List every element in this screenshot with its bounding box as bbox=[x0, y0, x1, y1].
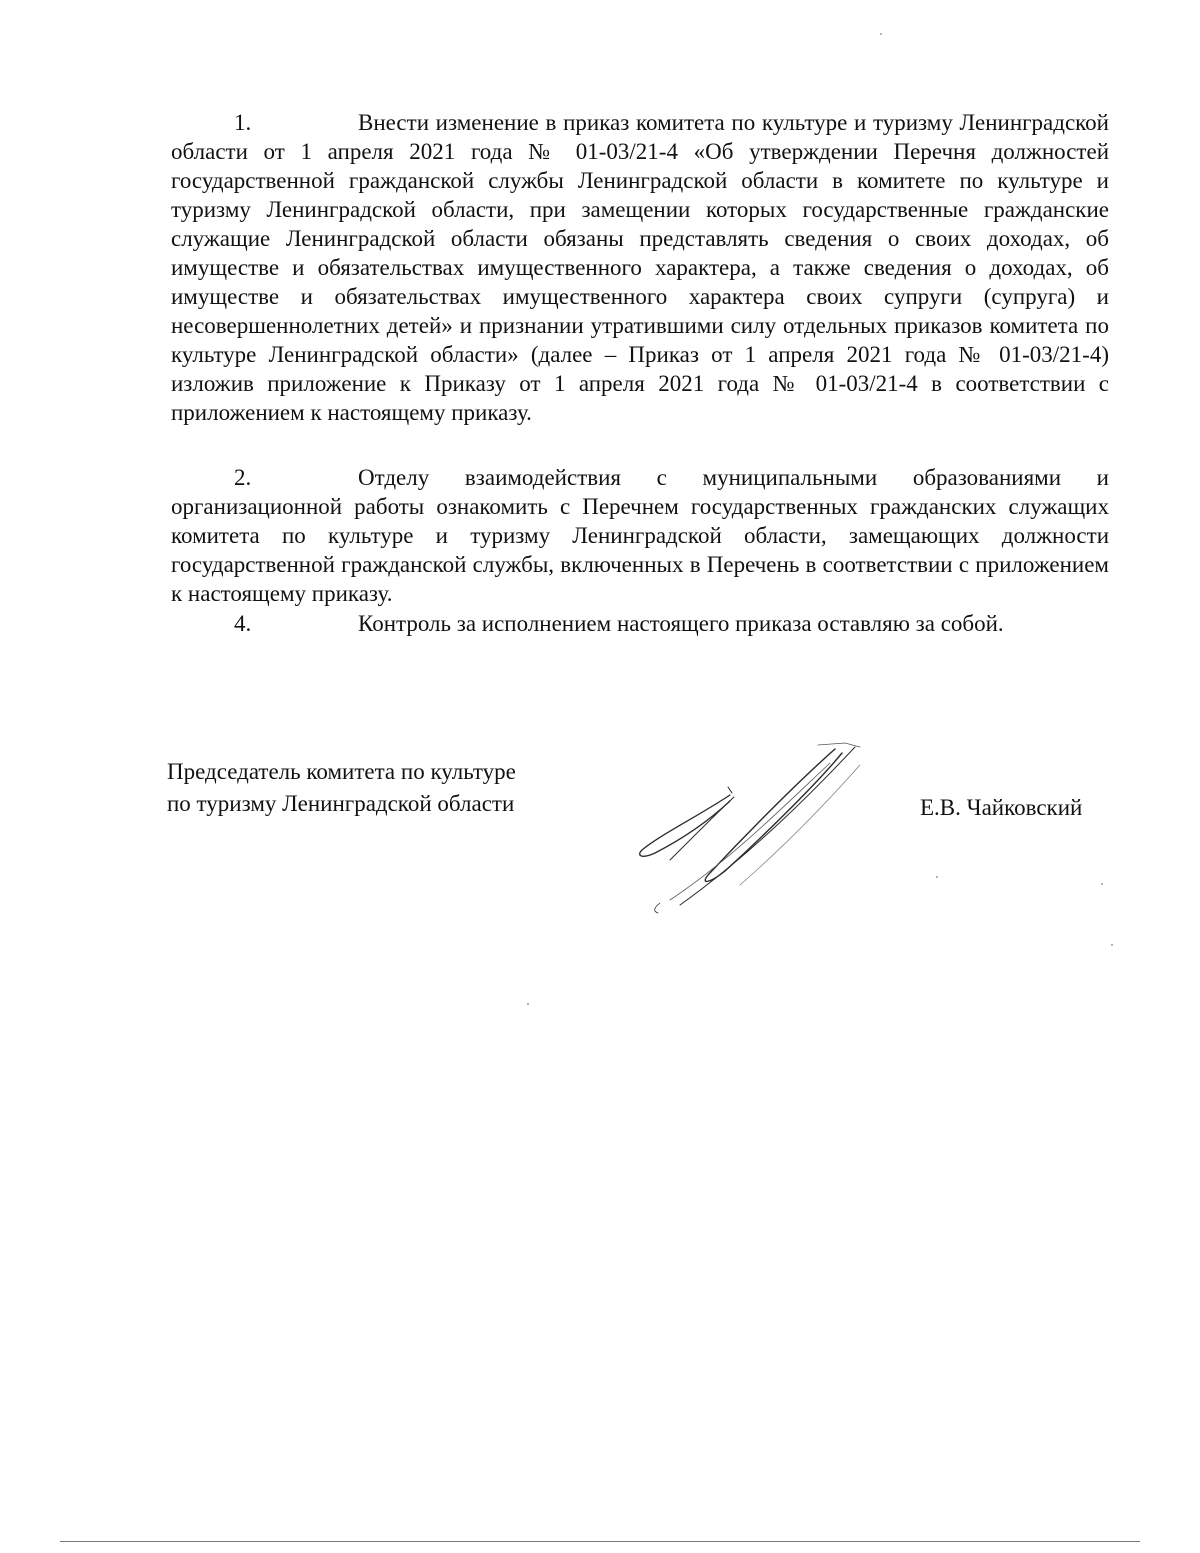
paragraph-2-number: 2. bbox=[234, 465, 252, 490]
paragraph-4-text: Контроль за исполнением настоящего приказа оставляю за собой. bbox=[358, 611, 1004, 636]
scan-speck bbox=[1101, 883, 1103, 885]
handwritten-signature bbox=[630, 735, 880, 925]
paragraph-2-text: Отделу взаимодействия с муниципальными образованиями и организационной работы ознакомить с Перечнем государственных гражданских служащих комитета по культуре и туризму Ленинградской области, замещающих должности государственной гражданской службы, включенных в Перечень в соответствии с приложением к настоящему приказу. bbox=[171, 465, 1109, 606]
scan-speck bbox=[880, 33, 882, 35]
signatory-position bbox=[167, 756, 516, 820]
paragraph-1-number: 1. bbox=[234, 110, 252, 135]
signatory-position-line2: по туризму Ленинградской области bbox=[167, 791, 515, 816]
scan-speck bbox=[1111, 944, 1113, 946]
scan-speck bbox=[936, 876, 938, 878]
scan-speck bbox=[527, 1003, 529, 1005]
paragraph-1-text: Внести изменение в приказ комитета по культуре и туризму Ленинградской области от 1 апреля 2021 года № 01-03/21-4 «Об утверждении Перечня должностей государственной гражданской службы Ленинградской области в комитете по культуре и туризму Ленинградской области, при замещении которых государственные гражданские служащие Ленинградской области обязаны представлять сведения о своих доходах, об имуществе и обязательствах имущественного характера, а также сведения о доходах, об имуществе и обязательствах имущественного характера своих супруги (супруга) и несовершеннолетних детей» и признании утратившими силу отдельных приказов комитета по культуре Ленинградской области» (далее – Приказ от 1 апреля 2021 года № 01-03/21-4) изложив приложение к Приказу от 1 апреля 2021 года № 01-03/21-4 в соответствии с приложением к настоящему приказу. bbox=[171, 110, 1109, 425]
signatory-name: Е.В. Чайковский bbox=[920, 795, 1083, 820]
paragraph-1 bbox=[171, 108, 1109, 427]
paragraph-4 bbox=[171, 609, 1109, 638]
signatory-position-line1: Председатель комитета по культуре bbox=[167, 759, 516, 784]
page-bottom-rule bbox=[60, 1541, 1140, 1542]
paragraph-4-number: 4. bbox=[234, 611, 252, 636]
paragraph-2 bbox=[171, 463, 1109, 608]
